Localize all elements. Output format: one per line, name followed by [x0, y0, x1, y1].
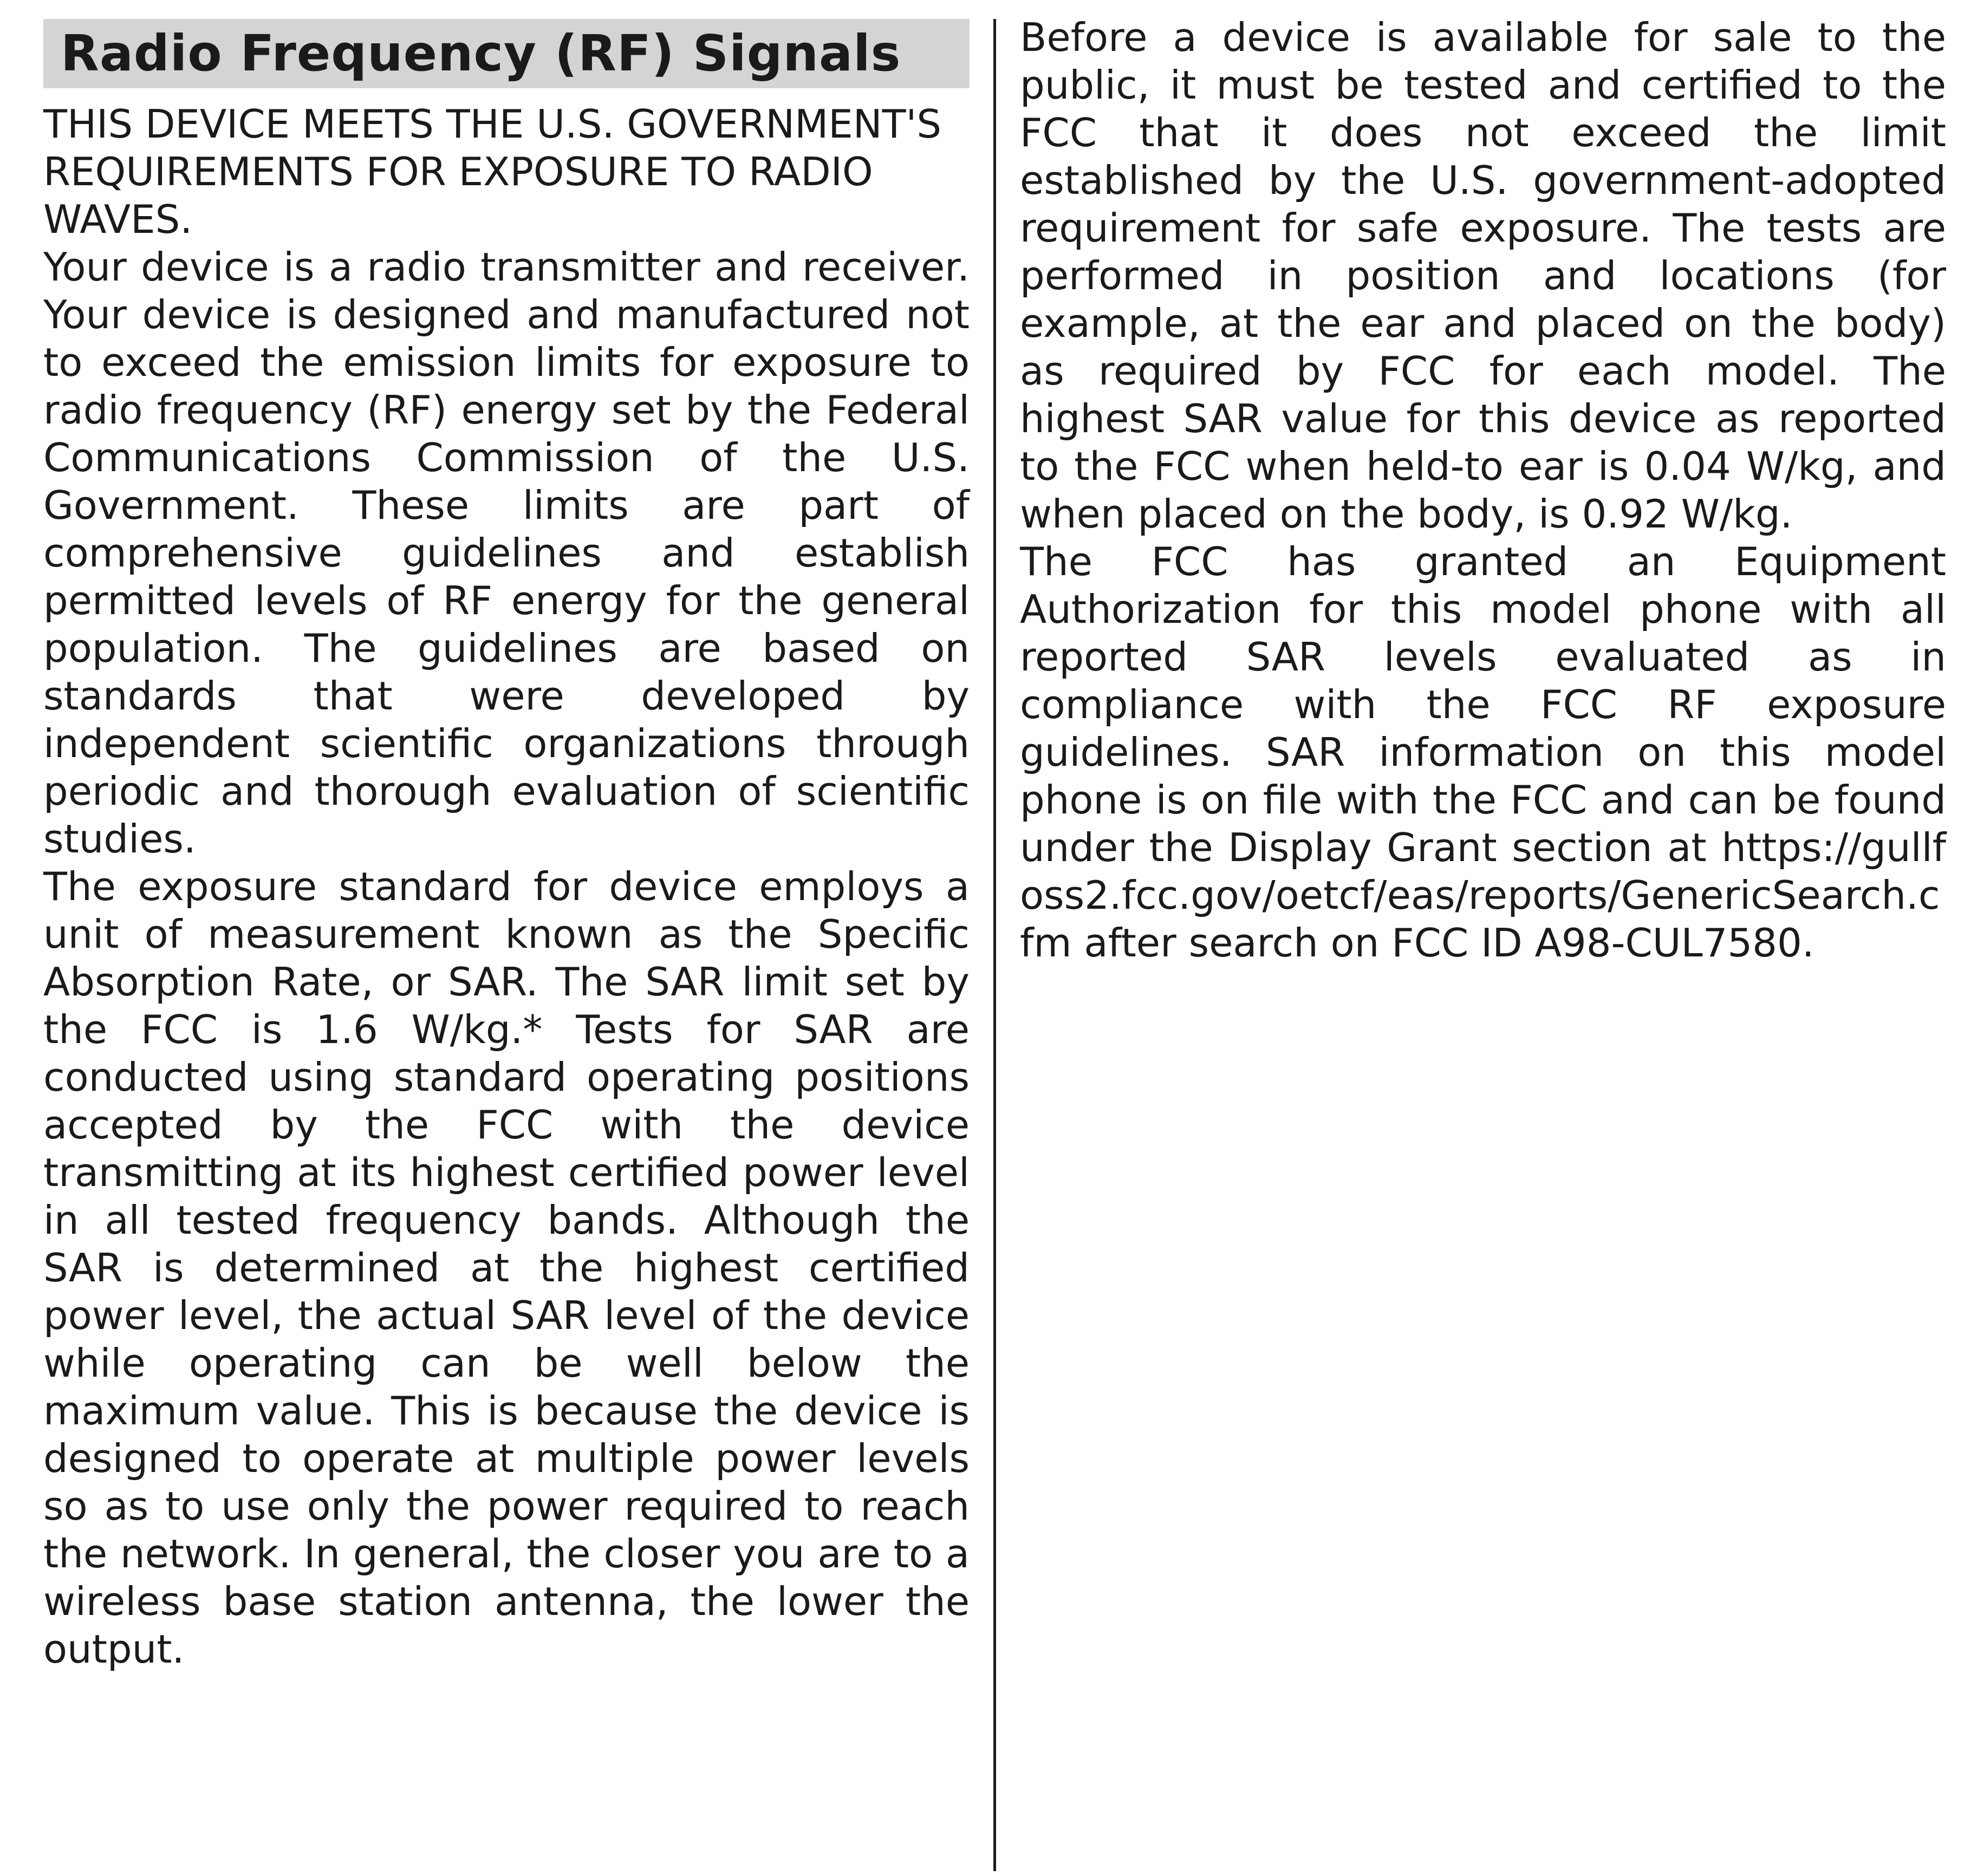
compliance-heading: THIS DEVICE MEETS THE U.S. GOVERNMENT'S REQUIREMENTS FOR EXPOSURE TO RADIO WAVES.: [43, 101, 942, 242]
certification-paragraph: Before a device is available for sale to the public, it must be tested and certified to the FCC that it does not exceed the limit established by the U.S. government-adopted requirement for safe exposure. The tests are performed in position and locations (for example, at the ear and placed on the body) as required by FCC for each model. The highest SAR value for this device as reported to the FCC when held-to ear is 0.04 W/kg, and when placed on the body, is 0.92 W/kg.: [1020, 15, 1946, 537]
section-title: Radio Frequency (RF) Signals: [43, 19, 970, 88]
authorization-text-start: The FCC has granted an Equipment Authorization for this model phone with all reported SAR levels evaluated as in compliance with the FCC RF exposure guidelines. SAR information on this model phone is on file with the FCC and can be found under the Display Grant section at: [1020, 539, 1946, 870]
rf-transmitter-paragraph: Your device is a radio transmitter and receiver. Your device is designed and manufactured not to exceed the emission limits for exposure to radio frequency (RF) energy set by the Federal Communications Commission of the U.S. Government. These limits are part of comprehensive guidelines and establish permitted levels of RF energy for the general population. The guidelines are based on standards that were developed by independent scientific organizations through periodic and thorough evaluation of scientific studies.: [43, 244, 970, 862]
left-column: [43, 100, 970, 1673]
sar-standard-paragraph: The exposure standard for device employs a unit of measurement known as the Specific Absorption Rate, or SAR. The SAR limit set by the FCC is 1.6 W/kg.* Tests for SAR are conducted using standard operating positions accepted by the FCC with the device transmitting at its highest certified power level in all tested frequency bands. Although the SAR is determined at the highest certified power level, the actual SAR level of the device while operating can be well below the maximum value. This is because the device is designed to operate at multiple power levels so as to use only the power required to reach the network. In general, the closer you are to a wireless base station antenna, the lower the output.: [43, 864, 970, 1672]
right-column: [1020, 14, 1946, 967]
column-divider: [993, 19, 996, 1871]
equipment-authorization-paragraph: [1020, 538, 1946, 967]
fcc-search-link[interactable]: https://gullfoss2.fcc.gov/oetcf/eas/reports/GenericSearch.cfm: [1020, 825, 1946, 966]
authorization-text-end: after search on FCC ID A98-CUL7580.: [1071, 920, 1815, 966]
